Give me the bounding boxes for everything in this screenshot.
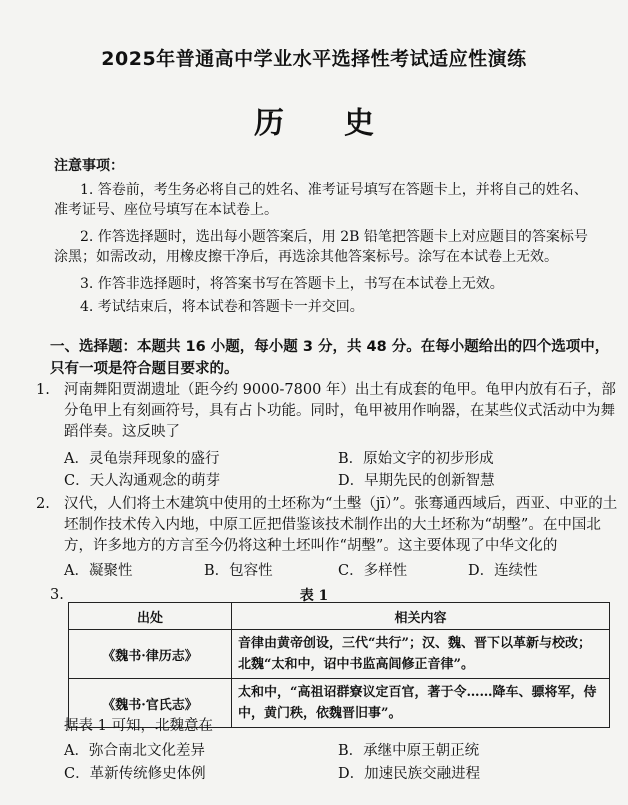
section-heading [50, 336, 610, 380]
section-heading-text: 一、选择题：本题共 16 小题，每小题 3 分，共 48 分。在每小题给出的四个选项中，只有一项是符合题目要求的。 [50, 339, 610, 377]
question-stem: 汉代，人们将土木建筑中使用的土坯称为“土墼（jī）”。张骞通西域后，西亚、中亚的土坯制作技术传入内地，中原工匠把借鉴该技术制作出的大土坯称为“胡墼”。在中国北方，许多地方的方言至今仍将这种土坯叫作“胡墼”。这主要体现了中华文化的 [64, 496, 618, 554]
question-stem: 河南舞阳贾湖遗址（距今约 9000-7800 年）出土有成套的龟甲。龟甲内放有石子，部分龟甲上有刻画符号，具有占卜功能。同时，龟甲被用作响器，在某些仪式活动中为舞蹈伴奏。这反映了 [64, 382, 616, 440]
q1-option-d[interactable]: D．早期先民的创新智慧 [338, 473, 495, 489]
table-cell-content: 太和中，“高祖诏群寮议定百官，著于令……降车、骠将军，侍中，黄门秩，依魏晋旧事”。 [232, 679, 610, 728]
subject-title: 历史 [254, 106, 434, 141]
table-cell-source: 《魏书·官氏志》 [69, 679, 232, 728]
notice-item-4: 4. 考试结束后，将本试卷和答题卡一并交回。 [80, 299, 364, 315]
q2-option-a[interactable]: A．凝聚性 [64, 563, 133, 579]
question-2 [36, 494, 619, 557]
question-3-stem: 据表 1 可知，北魏意在 [64, 718, 213, 734]
notice-heading: 注意事项： [54, 158, 124, 174]
q3-option-b[interactable]: B．承继中原王朝正统 [338, 743, 480, 759]
notice-item-2: 2. 作答选择题时，选出每小题答案后，用 2B 铅笔把答题卡上对应题目的答案标号涂黑；如需改动，用橡皮擦干净后，再选涂其他答案标号。涂写在本试卷上无效。 [54, 229, 588, 265]
notice-item-3: 3. 作答非选择题时，将答案书写在答题卡上，书写在本试卷上无效。 [80, 276, 504, 292]
table-row [69, 630, 610, 679]
notice-item-1: 1. 答卷前，考生务必将自己的姓名、准考证号填写在答题卡上，并将自己的姓名、准考证号、座位号填写在本试卷上。 [54, 182, 588, 218]
table-header-content: 相关内容 [232, 603, 610, 630]
q3-option-d[interactable]: D．加速民族交融进程 [338, 766, 481, 782]
table-cell-content: 音律由黄帝创设，三代“共行”；汉、魏、晋下以革新与校改；北魏“太和中，诏中书监高闾修正音律”。 [232, 630, 610, 679]
table-cell-source: 《魏书·律历志》 [69, 630, 232, 679]
question-3-table [68, 602, 610, 728]
q2-option-d[interactable]: D．连续性 [468, 563, 538, 579]
question-3-number: 3. [50, 587, 64, 603]
q3-option-c[interactable]: C．革新传统修史体例 [64, 766, 206, 782]
q3-option-a[interactable]: A．弥合南北文化差异 [64, 743, 205, 759]
q1-options [64, 448, 604, 494]
question-number: 2. [36, 496, 50, 512]
table-header-row [69, 603, 610, 630]
q3-options [64, 740, 604, 786]
table-caption: 表 1 [299, 588, 329, 604]
q2-options [64, 560, 604, 582]
q1-option-a[interactable]: A．灵龟崇拜现象的盛行 [64, 451, 220, 467]
q1-option-c[interactable]: C．天人沟通观念的萌芽 [64, 473, 221, 489]
table-header-source: 出处 [69, 603, 232, 630]
question-1 [36, 380, 619, 443]
exam-title: 2025年普通高中学业水平选择性考试适应性演练 [101, 48, 527, 70]
q2-option-c[interactable]: C．多样性 [338, 563, 408, 579]
q1-option-b[interactable]: B．原始文字的初步形成 [338, 451, 494, 467]
question-number: 1. [36, 382, 50, 398]
q2-option-b[interactable]: B．包容性 [204, 563, 273, 579]
